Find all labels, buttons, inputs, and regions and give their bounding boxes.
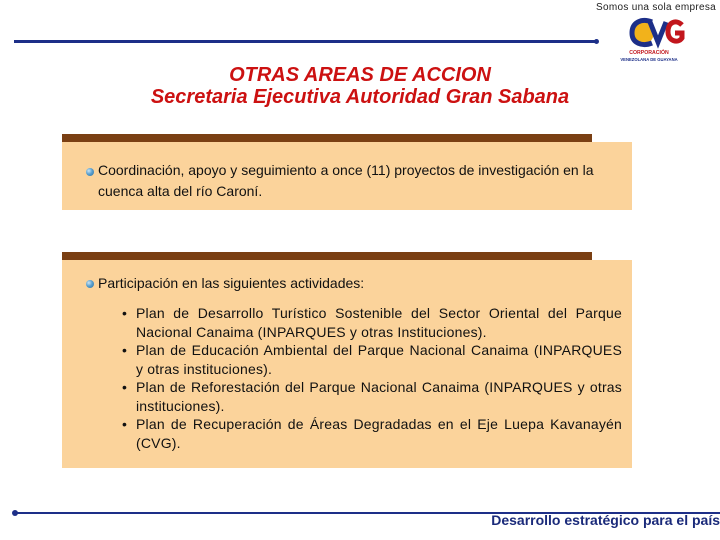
list-item: • Plan de Desarrollo Turístico Sostenible del Sector Oriental del Parque Nacional Canaima (INPARQUES y otras Instituciones).	[122, 304, 622, 341]
bullet-icon	[86, 280, 94, 288]
top-divider	[14, 40, 598, 43]
logo-text-line1: CORPORACIÓN	[629, 50, 669, 56]
cvg-logo	[612, 14, 686, 66]
activities-list	[122, 304, 622, 452]
top-divider-dot	[594, 39, 599, 44]
logo-letter-g	[668, 22, 682, 41]
list-item: • Plan de Reforestación del Parque Nacional Canaima (INPARQUES y otras instituciones).	[122, 378, 622, 415]
page-title	[0, 64, 720, 108]
page-title-line2: Secretaria Ejecutiva Autoridad Gran Sabana	[150, 86, 570, 108]
page-title-line1: OTRAS AREAS DE ACCION	[229, 64, 491, 86]
footer-slogan: Desarrollo estratégico para el país	[491, 512, 720, 528]
section2-bar	[62, 252, 592, 260]
logo-text-line2: VENEZOLANA DE GUAYANA	[620, 57, 678, 62]
list-item: • Plan de Educación Ambiental del Parque Nacional Canaima (INPARQUES y otras instituciones).	[122, 341, 622, 378]
section2-intro: Participación en las siguientes actividades:	[98, 275, 365, 291]
bottom-divider-dot	[12, 510, 18, 516]
logo-letter-v	[650, 22, 666, 42]
bullet-icon	[86, 168, 94, 176]
section1-box	[62, 142, 632, 210]
section2-box	[62, 260, 632, 468]
tagline: Somos una sola empresa	[596, 2, 716, 13]
section1-bar	[62, 134, 592, 142]
section1-text: Coordinación, apoyo y seguimiento a once (11) proyectos de investigación en la cuenca alta del río Caroní.	[98, 162, 594, 199]
list-item: • Plan de Recuperación de Áreas Degradadas en el Eje Luepa Kavanayén (CVG).	[122, 415, 622, 452]
